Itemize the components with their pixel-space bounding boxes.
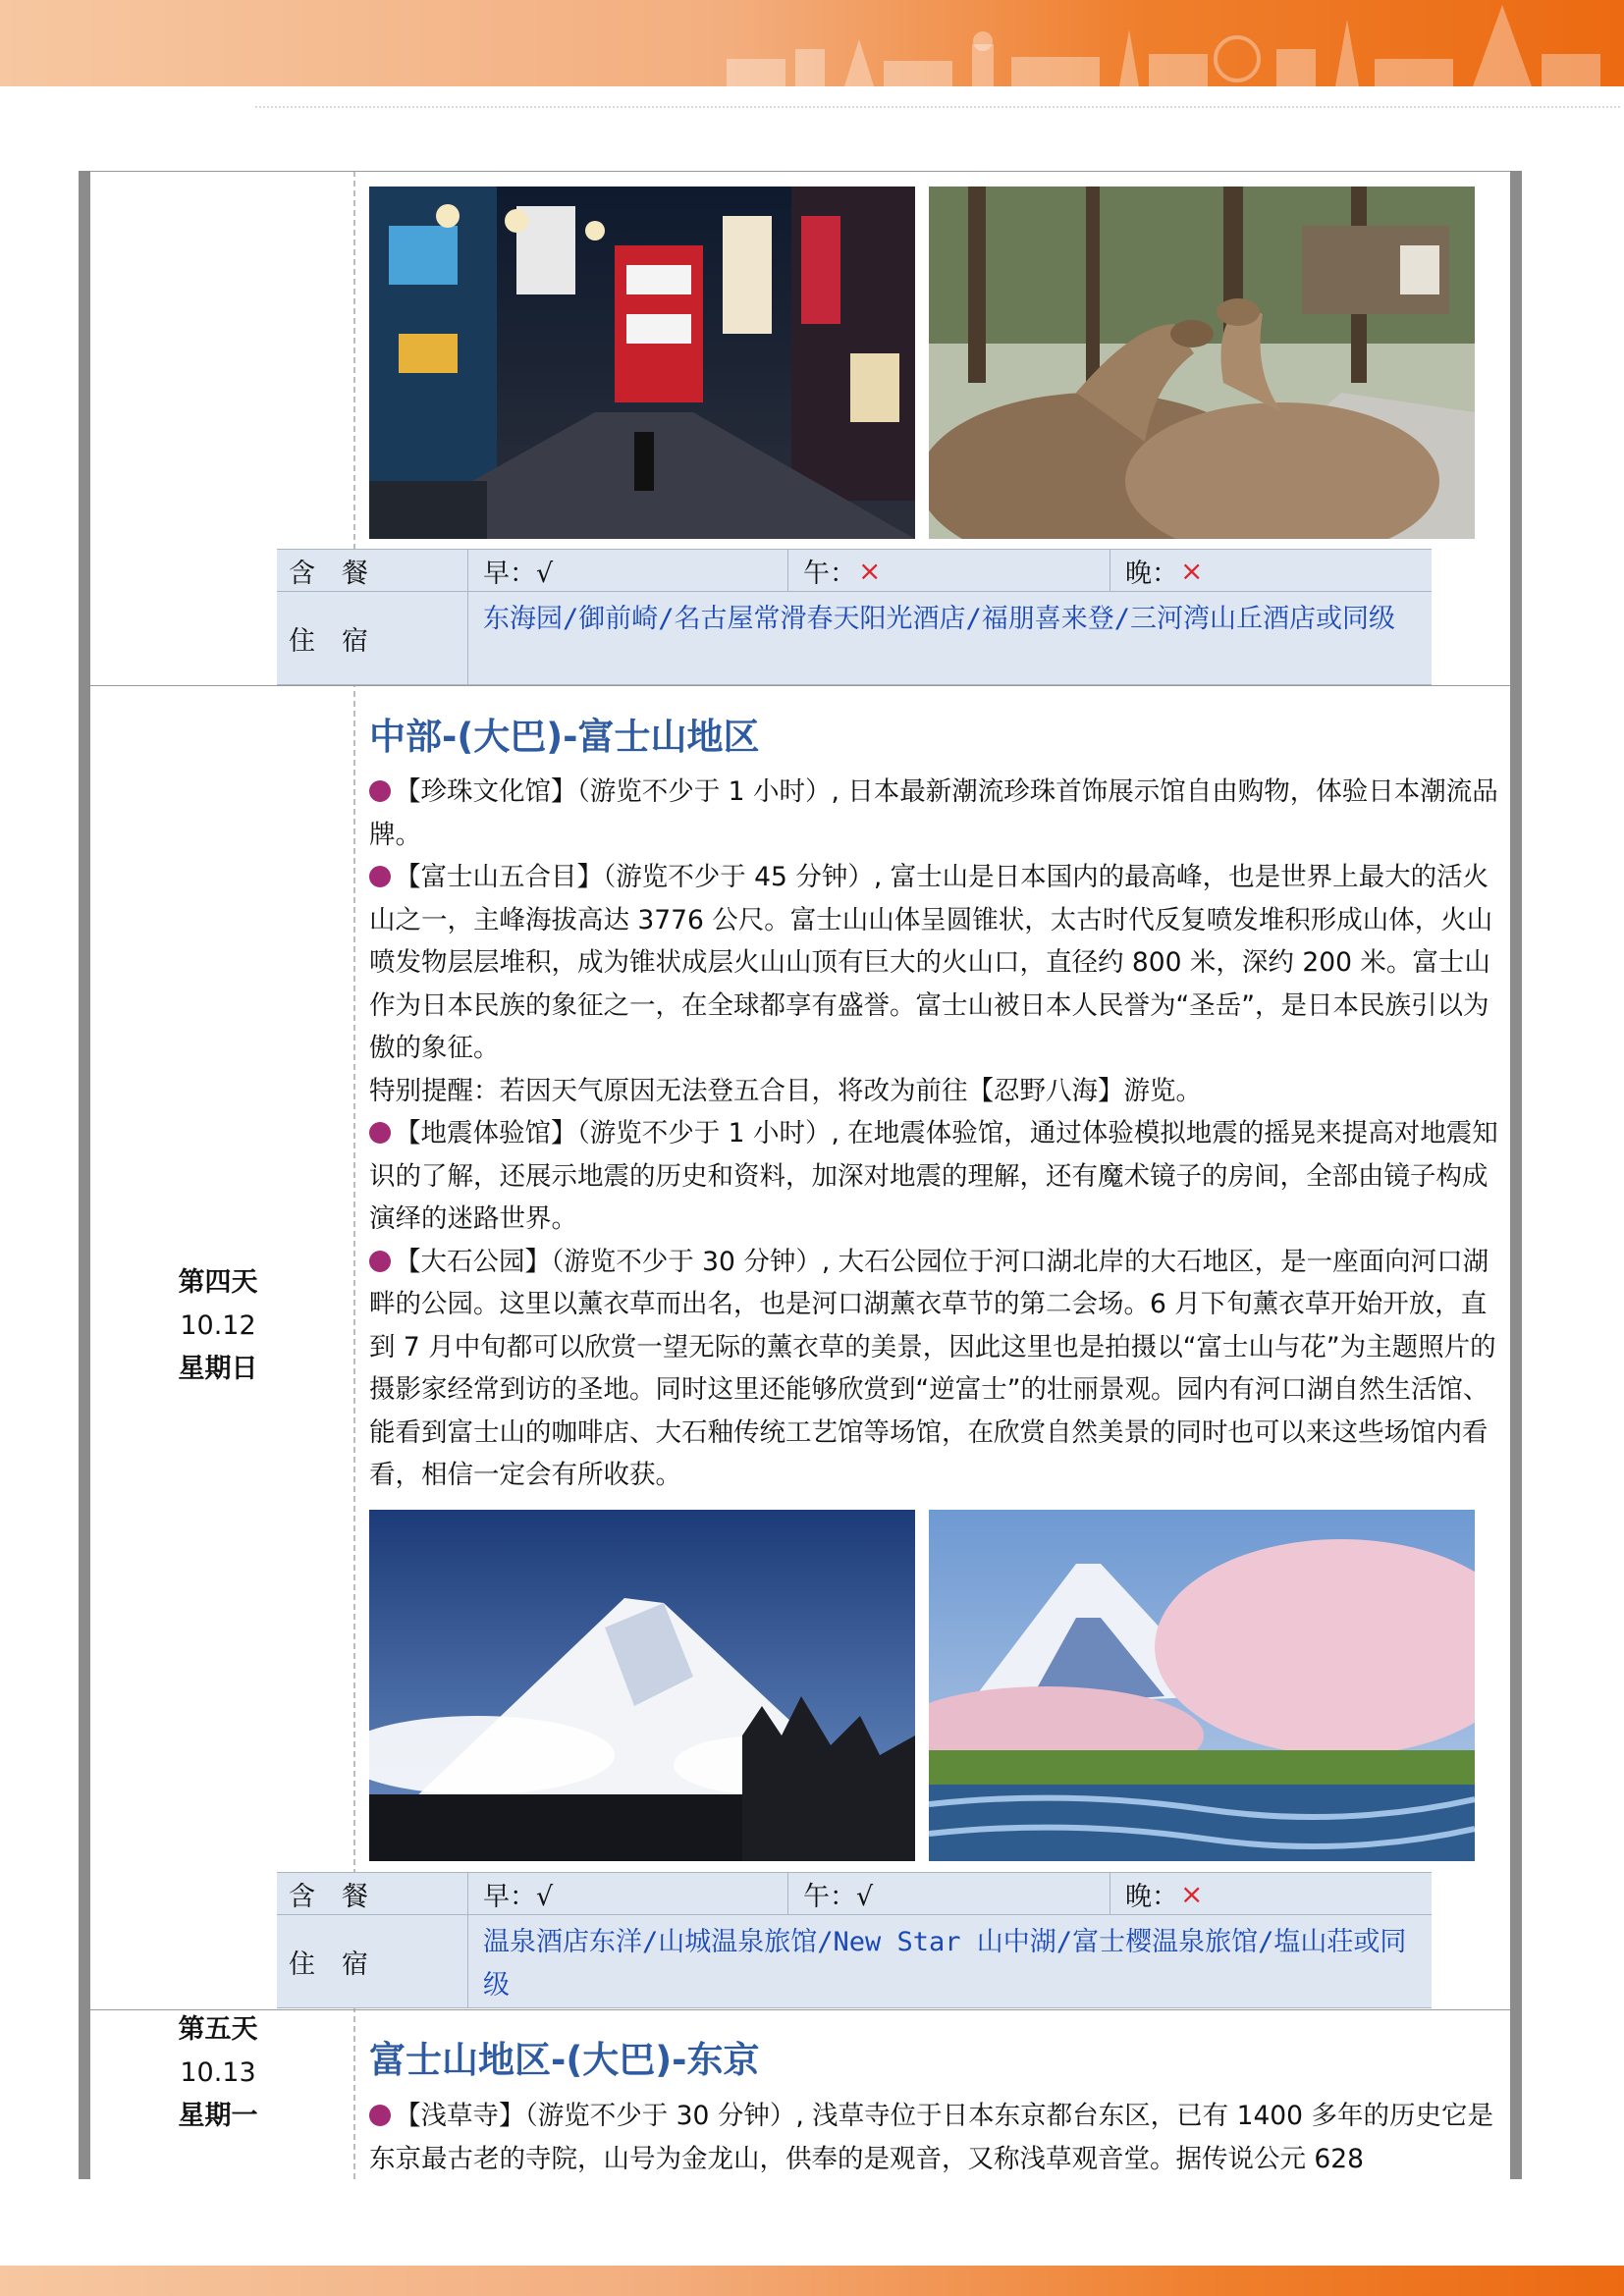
osaka-street-night-photo [369,187,915,539]
hotel-list: 温泉酒店东洋/山城温泉旅馆/New Star 山中湖/富士樱温泉旅馆/塩山荘或同级 [483,1927,1407,2001]
day-description [369,771,1500,1497]
attraction-paragraph: 【浅草寺】（游览不少于 30 分钟）, 浅草寺位于日本东京都台东区，已有 1400 多年的历史它是东京最古老的寺院，山号为金龙山，供奉的是观音，又称浅草观音堂。据传说公元 628 [369,2101,1493,2174]
nara-deer-photo [929,187,1475,539]
bullet-icon [369,2105,391,2126]
bullet-icon [369,780,391,802]
cross-icon: × [1180,555,1204,587]
accommodation-label: 住 宿 [289,625,368,657]
meals-row [277,1872,1432,1916]
fuji-cherry-blossom-photo [929,1510,1475,1861]
meals-label: 含 餐 [289,1882,368,1912]
breakfast-status: 早：√ [483,1882,554,1912]
accommodation-label: 住 宿 [289,1949,368,1980]
bullet-icon [369,1251,391,1272]
day-label [90,1261,346,1391]
day-date: 10.13 [180,2057,256,2088]
route-title: 中部-(大巴)-富士山地区 [369,716,760,758]
lunch-status: 午：√ [803,1882,874,1912]
meals-label: 含 餐 [289,559,368,589]
cross-icon: × [858,555,882,587]
route-title: 富士山地区-(大巴)-东京 [369,2039,760,2081]
day-number: 第五天 [178,2014,258,2045]
day-label [90,2008,346,2138]
bullet-icon [369,1122,391,1144]
row-divider [90,685,1510,686]
day-number: 第四天 [178,1267,258,1298]
mount-fuji-snow-photo [369,1510,915,1861]
hotel-list: 东海园/御前崎/名古屋常滑春天阳光酒店/福朋喜来登/三河湾山丘酒店或同级 [483,604,1396,634]
accommodation-row [277,1914,1432,2008]
attraction-paragraph: 【大石公园】（游览不少于 30 分钟）, 大石公园位于河口湖北岸的大石地区，是一座面向河口湖畔的公园。这里以薰衣草而出名，也是河口湖薰衣草节的第二会场。6 月下旬薰衣草开始开放，直到 7 月中旬都可以欣赏一望无际的薰衣草的美景，因此这里也是拍摄以“富士山与花”为主题照片的摄影家经常到访的圣地。同时这里还能够欣赏到“逆富士”的壮丽景观。园内有河口湖自然生活馆、能看到富士山的咖啡店、大石釉传统工艺馆等场馆，在欣赏自然美景的同时也可以来这些场馆内看看，相信一定会有所收获。 [369,1246,1496,1490]
accommodation-row [277,591,1432,685]
attraction-paragraph: 【地震体验馆】（游览不少于 1 小时）, 在地震体验馆，通过体验模拟地震的摇晃来提高对地震知识的了解，还展示地震的历史和资料，加深对地震的理解，还有魔术镜子的房间，全部由镜子构成演绎的迷路世界。 [369,1118,1498,1234]
day-date: 10.12 [180,1310,256,1341]
day-weekday: 星期一 [178,2101,258,2131]
header-band [0,0,1624,86]
bullet-icon [369,866,391,887]
row-divider [90,171,1510,172]
footer-band [0,2266,1624,2296]
dinner-status: 晚： × [1125,1878,1204,1912]
breakfast-status: 早：√ [483,559,554,589]
lunch-status: 午： × [803,555,882,589]
dinner-status: 晚： × [1125,555,1204,589]
cross-icon: × [1180,1878,1204,1910]
city-skyline-decoration [687,0,1624,86]
meals-row [277,549,1432,593]
attraction-paragraph: 【珍珠文化馆】（游览不少于 1 小时）, 日本最新潮流珍珠首饰展示馆自由购物，体验日本潮流品牌。 [369,776,1498,850]
special-notice: 特别提醒：若因天气原因无法登五合目，将改为前往【忍野八海】游览。 [369,1075,1202,1106]
header-divider [255,106,1620,108]
table-left-border [79,171,90,2179]
day-description [369,2095,1500,2179]
day-weekday: 星期日 [178,1354,258,1384]
attraction-paragraph: 【富士山五合目】（游览不少于 45 分钟）, 富士山是日本国内的最高峰，也是世界上最大的活火山之一，主峰海拔高达 3776 公尺。富士山山体呈圆锥状，太古时代反复喷发堆积形成山体，火山喷发物层层堆积，成为锥状成层火山山顶有巨大的火山口，直径约 800 米，深约 200 米。富士山作为日本民族的象征之一，在全球都享有盛誉。富士山被日本人民誉为“圣岳”，是日本民族引以为傲的象征。 [369,862,1493,1063]
table-right-border [1510,171,1522,2179]
